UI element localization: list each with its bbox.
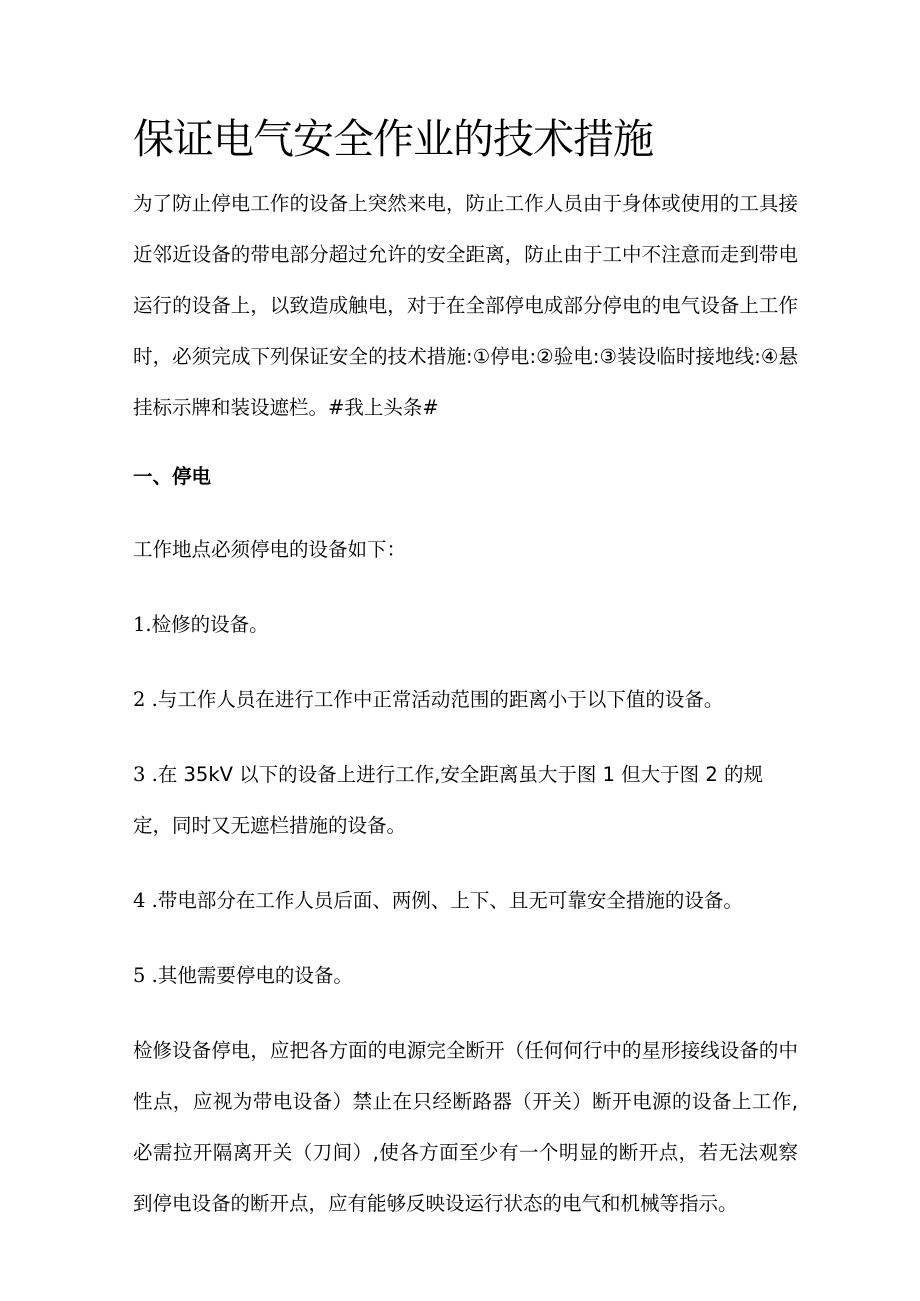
list-item-text: 其他需要停电的设备。 [157,964,353,987]
section-heading: 一、停电 [133,465,212,488]
list-item-5 [133,950,798,1001]
list-item-text: 检修的设备。 [151,613,269,636]
list-item-number: 4 . [133,889,158,912]
document-title: 保证电气安全作业的技术措施 [133,115,653,163]
list-item-number: 3 . [133,763,158,786]
document-page [133,108,798,1229]
list-item-1 [133,599,798,650]
list-item-number: 2 . [133,688,158,711]
intro-paragraph: 为了防止停电工作的设备上突然来电，防止工作人员由于身体或使用的工具接近邻近设备的带电部分超过允许的安全距离，防止由于工中不注意而走到带电运行的设备上，以致造成触电，对于在全部停电成部分停电的电气设备上工作时，必须完成下列保证安全的技术措施:①停电:②验电:③装设临时接地线:④悬挂标示牌和装设遮栏。#我上头条# [133,192,798,419]
list-item-4 [133,875,798,926]
list-item-number: 1. [133,613,152,636]
list-item-text: 在 35kV 以下的设备上进行工作,安全距离虽大于图 1 但大于图 2 的规定，同时又无遮栏措施的设备。 [133,763,763,837]
list-item-text: 带电部分在工作人员后面、两例、上下、且无可靠安全措施的设备。 [157,889,743,912]
list-item-3 [133,749,798,851]
section-lead: 工作地点必须停电的设备如下： [133,538,407,561]
closing-paragraph: 检修设备停电，应把各方面的电源完全断开（任何何行中的星形接线设备的中性点，应视为带电设备）禁止在只经断路器（开关）断开电源的设备上工作,必需拉开隔离开关（刀间）,使各方面至少有一个明显的断开点，若无法观察到停电设备的断开点，应有能够反映设运行状态的电气和机械等指示。 [133,1039,798,1215]
list-item-text: 与工作人员在进行工作中正常活动范围的距离小于以下值的设备。 [157,688,724,711]
list-item-number: 5 . [133,964,158,987]
list-item-2 [133,674,798,725]
